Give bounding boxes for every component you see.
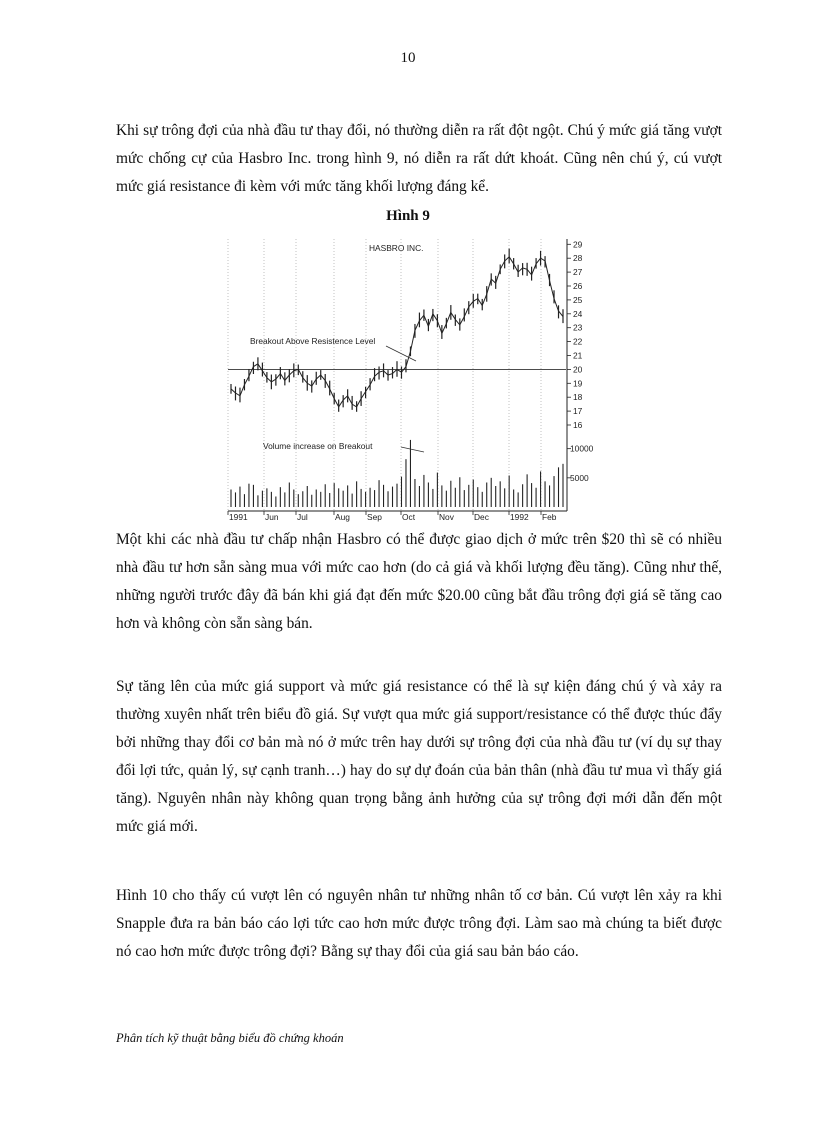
x-tick-label: Nov bbox=[439, 512, 454, 522]
y-tick-label: 22 bbox=[573, 336, 583, 347]
paragraph-intro: Khi sự trông đợi của nhà đầu tư thay đổi, nó thường diễn ra rất đột ngột. Chú ý mức giá tăng vượt mức chống cự của Hasbro Inc. trong hình 9, nó diễn ra rất dứt khoát. Cũng nên chú ý, cú vượt mức giá resistance đi kèm với mức tăng khối lượng đáng kể. bbox=[116, 122, 722, 195]
page-footer: Phân tích kỹ thuật bằng biểu đồ chứng khoán bbox=[116, 1031, 344, 1045]
x-tick-label: Aug bbox=[335, 512, 350, 522]
x-tick-label: 1992 bbox=[510, 512, 529, 522]
x-tick-label: 1991 bbox=[229, 512, 248, 522]
page-number: 10 bbox=[400, 50, 416, 66]
chart-title: HASBRO INC. bbox=[369, 243, 424, 253]
y-tick-label: 19 bbox=[573, 378, 583, 389]
x-tick-label: Dec bbox=[474, 512, 489, 522]
y-tick-label: 26 bbox=[573, 281, 583, 291]
paragraph-acceptance: Một khi các nhà đầu tư chấp nhận Hasbro có thể được giao dịch ở mức trên $20 thì sẽ có nhiều nhà đầu tư hơn sẵn sàng mua với mức cao hơn (do cả giá và khối lượng đều tăng). Cũng như thế, những người trước đây đã bán khi giá đạt đến mức $20.00 cũng bắt đầu trông đợi giá sẽ tăng cao hơn và không còn sẵn sàng bán. bbox=[116, 531, 722, 632]
x-tick-label: Feb bbox=[542, 512, 557, 522]
annotation-volume: Volume increase on Breakout bbox=[263, 441, 373, 451]
x-tick-label: Jun bbox=[265, 512, 279, 522]
volume-tick-label: 5000 bbox=[570, 472, 589, 483]
y-tick-label: 20 bbox=[573, 364, 583, 375]
y-tick-label: 18 bbox=[573, 392, 583, 403]
chart-svg bbox=[226, 235, 594, 522]
y-tick-label: 21 bbox=[573, 350, 583, 361]
paragraph-figure10: Hình 10 cho thấy cú vượt lên có nguyên nhân tư những nhân tố cơ bản. Cú vượt lên xảy ra khi Snapple đưa ra bản báo cáo lợi tức cao hơn mức được trông đợi. Làm sao mà chúng ta biết được nó cao hơn mức được trông đợi? Bằng sự thay đổi của giá sau bản báo cáo. bbox=[116, 887, 722, 960]
y-tick-label: 23 bbox=[573, 322, 583, 333]
y-tick-label: 28 bbox=[573, 253, 583, 264]
y-tick-label: 17 bbox=[573, 406, 583, 417]
paragraph-support-resistance: Sự tăng lên của mức giá support và mức giá resistance có thể là sự kiện đáng chú ý và xảy ra thường xuyên nhất trên biểu đồ giá. Sự vượt qua mức giá support/resistance có thể được thúc đẩy bởi những thay đổi cơ bản mà nó ở mức trên hay dưới sự trông đợi của nhà đầu tư (ví dụ sự thay đổi lợi tức, quản lý, sự cạnh tranh…) hay do sự dự đoán của bản thân (nhà đầu tư mua vì thấy giá tăng). Nguyên nhân này không quan trọng bằng ảnh hưởng của sự trông đợi mới dẫn đến một mức giá mới. bbox=[116, 678, 722, 835]
y-tick-label: 24 bbox=[573, 308, 583, 319]
x-tick-label: Oct bbox=[402, 512, 416, 522]
hasbro-chart bbox=[226, 235, 594, 522]
y-tick-label: 25 bbox=[573, 294, 583, 305]
volume-tick-label: 10000 bbox=[570, 443, 594, 454]
y-tick-label: 16 bbox=[573, 420, 583, 430]
annotation-breakout: Breakout Above Resistence Level bbox=[250, 336, 376, 346]
x-tick-label: Jul bbox=[297, 512, 308, 522]
chart-background bbox=[226, 235, 584, 521]
figure-title: Hình 9 bbox=[386, 208, 430, 224]
x-tick-label: Sep bbox=[367, 512, 382, 522]
y-tick-label: 29 bbox=[573, 239, 583, 250]
y-tick-label: 27 bbox=[573, 267, 583, 278]
